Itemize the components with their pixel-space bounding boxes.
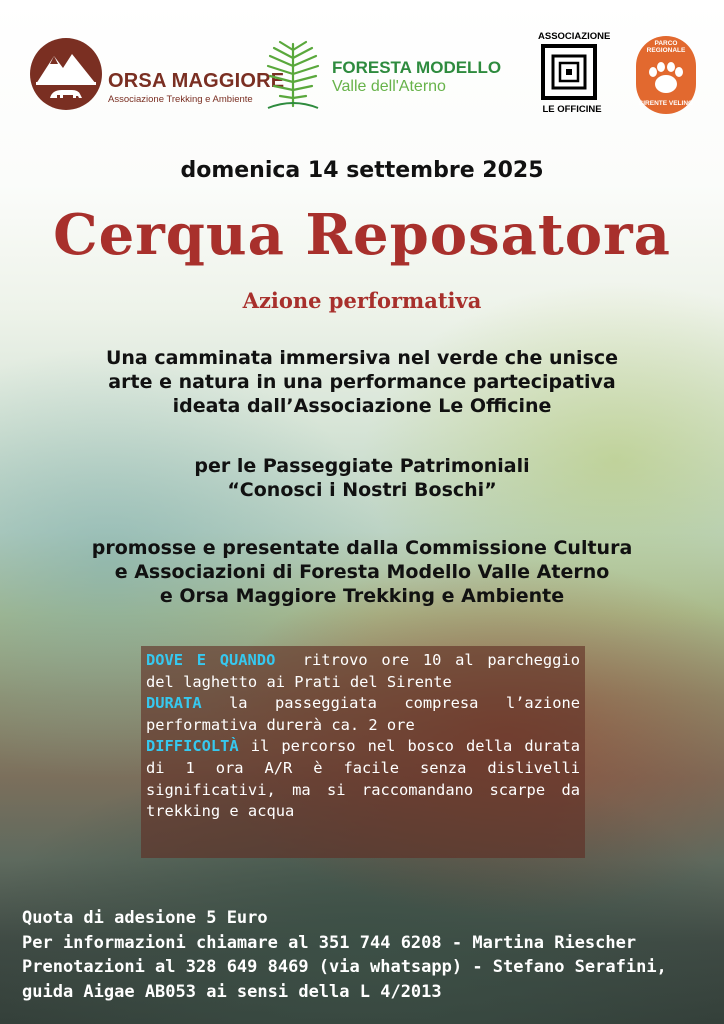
info-box-text <box>146 650 580 823</box>
dove-quando-text: ritrovo ore 10 al parcheggio del laghetto ai Prati del Sirente <box>146 651 580 691</box>
palm-leaf-icon <box>262 36 324 110</box>
promoters-paragraph <box>20 536 704 608</box>
durata-label: DURATA <box>146 694 202 713</box>
footer-info-contact: Per informazioni chiamare al 351 744 6208 - Martina Riescher <box>22 932 637 953</box>
officine-bottom-label: LE OFFICINE <box>542 104 602 115</box>
parco-top-label: PARCO REGIONALE <box>646 40 686 54</box>
durata-text: la passeggiata compresa l’azione performativa durerà ca. 2 ore <box>146 694 580 734</box>
footer-guide-note: guida Aigae AB053 ai sensi della L 4/2013 <box>22 981 442 1002</box>
foresta-modello-subtitle: Valle dell'Aterno <box>332 78 446 95</box>
event-title: Cerqua Reposatora <box>53 202 671 268</box>
series-paragraph <box>20 454 704 502</box>
series-line: per le Passeggiate Patrimoniali <box>194 455 530 477</box>
mountain-bear-icon <box>30 38 102 110</box>
orsa-maggiore-logo <box>30 38 102 110</box>
difficolta-text: il percorso nel bosco della durata di 1 ora A/R è facile senza dislivelli significativi, ma si raccomandano scarpe da trekking e acqua <box>146 737 580 821</box>
officine-logo <box>541 44 597 100</box>
footer-booking-contact: Prenotazioni al 328 649 8469 (via whatsapp) - Stefano Serafini, <box>22 957 667 977</box>
promoters-line: promosse e presentate dalla Commissione Cultura <box>91 537 633 559</box>
footer-info <box>22 906 712 1004</box>
description-line: arte e natura in una performance partecipativa <box>108 371 616 393</box>
footer-fee: Quota di adesione 5 Euro <box>22 908 268 928</box>
parco-bottom-label: SIRENTE VELINO <box>638 100 694 107</box>
description-line: ideata dall’Associazione Le Officine <box>172 395 552 417</box>
description-line: Una camminata immersiva nel verde che unisce <box>105 347 619 369</box>
event-date: domenica 14 settembre 2025 <box>180 158 544 183</box>
officine-top-label: ASSOCIAZIONE <box>538 31 611 42</box>
description-paragraph <box>20 346 704 418</box>
foresta-modello-name: FORESTA MODELLO <box>332 58 502 77</box>
difficolta-label: DIFFICOLTÀ <box>146 737 239 756</box>
orsa-maggiore-name: ORSA MAGGIORE <box>108 70 285 92</box>
officine-mark-icon <box>545 48 593 96</box>
orsa-maggiore-subtitle: Associazione Trekking e Ambiente <box>108 94 253 105</box>
series-line: “Conosci i Nostri Boschi” <box>227 479 497 501</box>
promoters-line: e Orsa Maggiore Trekking e Ambiente <box>159 585 565 607</box>
promoters-line: e Associazioni di Foresta Modello Valle Aterno <box>114 561 610 583</box>
dove-quando-label: DOVE E QUANDO <box>146 651 276 669</box>
event-subtitle: Azione performativa <box>242 288 482 313</box>
